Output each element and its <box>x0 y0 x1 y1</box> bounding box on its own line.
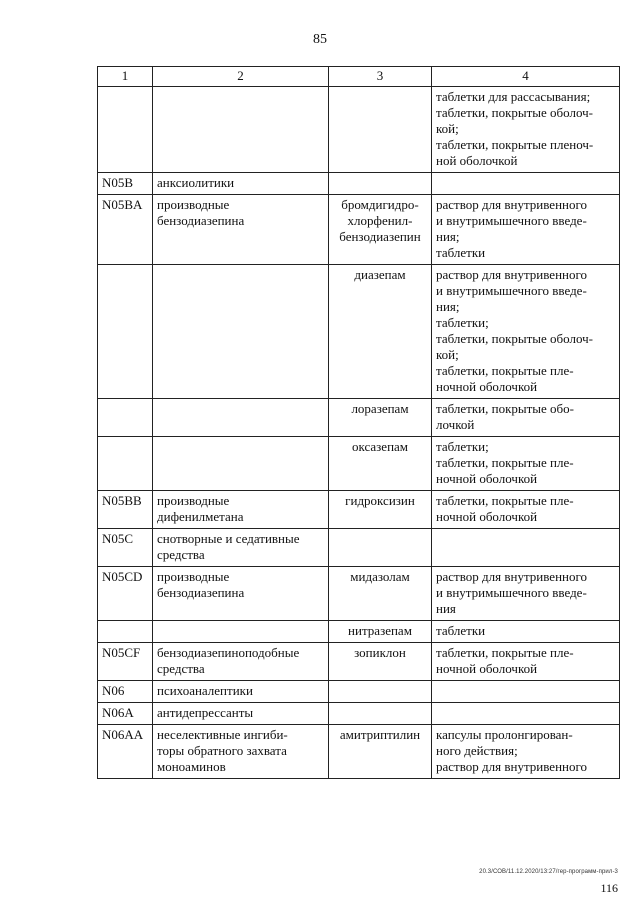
atc-code-cell: N05B <box>98 173 153 195</box>
table-row <box>98 265 620 399</box>
medicine-name-cell <box>329 195 432 265</box>
anatomical-group-cell <box>153 399 329 437</box>
table-row <box>98 195 620 265</box>
atc-code-cell <box>98 399 153 437</box>
dosage-form-cell-line: таблетки, покрытые пленоч- <box>436 137 594 152</box>
dosage-form-cell <box>432 529 620 567</box>
medicine-name-cell <box>329 173 432 195</box>
dosage-form-cell <box>432 437 620 491</box>
anatomical-group-cell-line: моноаминов <box>157 759 226 774</box>
dosage-form-cell-line: кой; <box>436 121 459 136</box>
table-row <box>98 567 620 621</box>
dosage-form-cell-line: таблетки <box>436 623 486 638</box>
dosage-form-cell <box>432 681 620 703</box>
atc-code-cell <box>98 437 153 491</box>
dosage-form-cell-line: ния; <box>436 299 460 314</box>
header-col-4: 4 <box>432 67 620 87</box>
anatomical-group-cell <box>153 529 329 567</box>
anatomical-group-cell <box>153 681 329 703</box>
atc-code-cell: N06A <box>98 703 153 725</box>
dosage-form-cell-line: ного действия; <box>436 743 518 758</box>
table-row <box>98 173 620 195</box>
dosage-form-cell <box>432 399 620 437</box>
dosage-form-cell-line: раствор для внутривенного <box>436 759 587 774</box>
anatomical-group-cell-line: антидепрессанты <box>157 705 254 720</box>
dosage-form-cell-line: раствор для внутривенного <box>436 197 587 212</box>
dosage-form-cell-line: и внутримышечного введе- <box>436 585 587 600</box>
table-row <box>98 643 620 681</box>
dosage-form-cell-line: таблетки, покрытые пле- <box>436 363 574 378</box>
table-row <box>98 529 620 567</box>
anatomical-group-cell <box>153 195 329 265</box>
atc-code-cell: N05BB <box>98 491 153 529</box>
medicine-name-cell <box>329 681 432 703</box>
medicine-name-cell <box>329 529 432 567</box>
table-row <box>98 681 620 703</box>
dosage-form-cell-line: таблетки, покрытые оболоч- <box>436 331 594 346</box>
dosage-form-cell-line: таблетки, покрытые пле- <box>436 455 574 470</box>
anatomical-group-cell-line: психоаналептики <box>157 683 253 698</box>
dosage-form-cell-line: кой; <box>436 347 459 362</box>
dosage-form-cell-line: ночной оболочкой <box>436 661 538 676</box>
anatomical-group-cell-line: производные <box>157 569 230 584</box>
header-col-3: 3 <box>329 67 432 87</box>
medicine-name-cell <box>329 703 432 725</box>
medicine-name-cell <box>329 437 432 491</box>
medicine-name-cell-line: диазепам <box>354 267 406 282</box>
anatomical-group-cell-line: производные <box>157 493 230 508</box>
medicine-name-cell-line: лоразепам <box>351 401 409 416</box>
table-header-row <box>98 67 620 87</box>
table-row <box>98 621 620 643</box>
anatomical-group-cell <box>153 643 329 681</box>
dosage-form-cell-line: таблетки <box>436 245 486 260</box>
dosage-form-cell <box>432 195 620 265</box>
medicine-name-cell <box>329 265 432 399</box>
medicine-name-cell-line: гидроксизин <box>345 493 415 508</box>
table-row <box>98 703 620 725</box>
anatomical-group-cell <box>153 621 329 643</box>
dosage-form-cell-line: раствор для внутривенного <box>436 569 587 584</box>
medicine-name-cell-line: зопиклон <box>354 645 406 660</box>
document-reference: 20.3/СОВ/11.12.2020/13:27/гер-программ-прил-3 <box>479 869 618 875</box>
medicine-name-cell-line: хлорфенил- <box>347 213 413 228</box>
anatomical-group-cell-line: снотворные и седативные <box>157 531 300 546</box>
table-row <box>98 725 620 779</box>
anatomical-group-cell-line: бензодиазепина <box>157 213 245 228</box>
atc-code-cell <box>98 87 153 173</box>
dosage-form-cell-line: таблетки, покрытые пле- <box>436 645 574 660</box>
medicine-name-cell <box>329 399 432 437</box>
anatomical-group-cell-line: производные <box>157 197 230 212</box>
dosage-form-cell <box>432 491 620 529</box>
dosage-form-cell-line: ночной оболочкой <box>436 471 538 486</box>
anatomical-group-cell-line: средства <box>157 661 205 676</box>
dosage-form-cell <box>432 173 620 195</box>
atc-code-cell: N05BA <box>98 195 153 265</box>
medicine-name-cell <box>329 725 432 779</box>
dosage-form-cell-line: капсулы пролонгирован- <box>436 727 573 742</box>
medicine-name-cell-line: амитриптилин <box>339 727 421 742</box>
dosage-form-cell-line: ния; <box>436 229 460 244</box>
medicine-name-cell-line: нитразепам <box>348 623 412 638</box>
dosage-form-cell <box>432 621 620 643</box>
atc-code-cell: N06 <box>98 681 153 703</box>
anatomical-group-cell <box>153 265 329 399</box>
medicine-name-cell <box>329 87 432 173</box>
table-row <box>98 399 620 437</box>
medicines-table <box>97 66 620 779</box>
medicine-name-cell-line: мидазолам <box>350 569 410 584</box>
dosage-form-cell-line: и внутримышечного введе- <box>436 213 587 228</box>
dosage-form-cell <box>432 725 620 779</box>
anatomical-group-cell <box>153 437 329 491</box>
dosage-form-cell-line: таблетки; <box>436 439 489 454</box>
dosage-form-cell-line: таблетки для рассасывания; <box>436 89 591 104</box>
table-row <box>98 87 620 173</box>
dosage-form-cell-line: ночной оболочкой <box>436 509 538 524</box>
atc-code-cell <box>98 621 153 643</box>
anatomical-group-cell <box>153 567 329 621</box>
dosage-form-cell-line: таблетки, покрытые обо- <box>436 401 574 416</box>
dosage-form-cell-line: ной оболочкой <box>436 153 518 168</box>
folio-number: 116 <box>600 881 618 895</box>
medicine-name-cell <box>329 491 432 529</box>
dosage-form-cell <box>432 87 620 173</box>
dosage-form-cell-line: ния <box>436 601 456 616</box>
medicine-name-cell-line: бромдигидро- <box>341 197 419 212</box>
medicine-name-cell <box>329 621 432 643</box>
anatomical-group-cell-line: дифенилметана <box>157 509 244 524</box>
atc-code-cell: N05CF <box>98 643 153 681</box>
dosage-form-cell <box>432 567 620 621</box>
anatomical-group-cell-line: бензодиазепиноподобные <box>157 645 300 660</box>
dosage-form-cell-line: и внутримышечного введе- <box>436 283 587 298</box>
medicine-name-cell-line: оксазепам <box>351 439 409 454</box>
page-number: 85 <box>313 32 327 47</box>
table-body <box>98 87 620 779</box>
anatomical-group-cell <box>153 491 329 529</box>
dosage-form-cell-line: таблетки; <box>436 315 489 330</box>
atc-code-cell: N05C <box>98 529 153 567</box>
anatomical-group-cell <box>153 703 329 725</box>
dosage-form-cell <box>432 265 620 399</box>
anatomical-group-cell-line: бензодиазепина <box>157 585 245 600</box>
medicine-name-cell-line: бензодиазепин <box>339 229 421 244</box>
dosage-form-cell <box>432 643 620 681</box>
dosage-form-cell-line: таблетки, покрытые оболоч- <box>436 105 594 120</box>
anatomical-group-cell-line: неселективные ингиби- <box>157 727 288 742</box>
dosage-form-cell-line: раствор для внутривенного <box>436 267 587 282</box>
table-row <box>98 491 620 529</box>
atc-code-cell <box>98 265 153 399</box>
anatomical-group-cell-line: анксиолитики <box>157 175 235 190</box>
dosage-form-cell <box>432 703 620 725</box>
medicine-name-cell <box>329 567 432 621</box>
dosage-form-cell-line: ночной оболочкой <box>436 379 538 394</box>
anatomical-group-cell-line: торы обратного захвата <box>157 743 287 758</box>
table-row <box>98 437 620 491</box>
anatomical-group-cell <box>153 173 329 195</box>
dosage-form-cell-line: таблетки, покрытые пле- <box>436 493 574 508</box>
anatomical-group-cell <box>153 87 329 173</box>
medicine-name-cell <box>329 643 432 681</box>
atc-code-cell: N06AA <box>98 725 153 779</box>
anatomical-group-cell-line: средства <box>157 547 205 562</box>
header-col-1: 1 <box>98 67 153 87</box>
atc-code-cell: N05CD <box>98 567 153 621</box>
header-col-2: 2 <box>153 67 329 87</box>
dosage-form-cell-line: лочкой <box>436 417 475 432</box>
anatomical-group-cell <box>153 725 329 779</box>
